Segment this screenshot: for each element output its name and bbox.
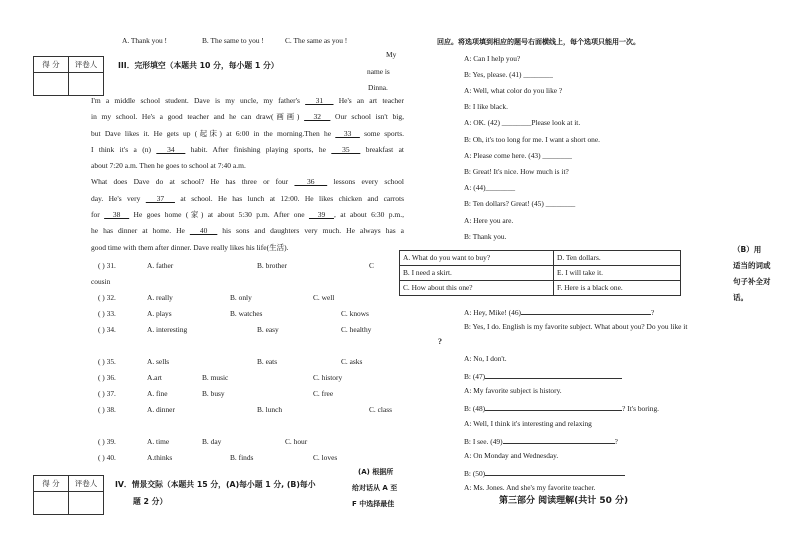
stray-question-mark: ? <box>438 337 442 346</box>
passage-line: but Dave likes it. He gets up (起床) at 6:00 in the morning.Then he 33 some sports. <box>91 128 405 138</box>
right-header: 回应。将选项填到相应的题号右面横线上，每个选项只能用一次。 <box>437 38 640 46</box>
dialog-a-line: A: Here you are. <box>464 216 514 225</box>
passage-line: he has dinner at home. He 40 his sons and daughters very much. He always has a <box>91 226 405 236</box>
question-34-a: A. interesting <box>147 325 188 334</box>
question-40-c: C. loves <box>313 453 338 462</box>
dialog-a-line: B: I like black. <box>464 102 508 111</box>
question-37-a: A. fine <box>147 389 168 398</box>
question-31-num[interactable]: ( ) 31. <box>98 261 116 270</box>
side-b-1: （B）用 <box>733 245 762 254</box>
score-cell[interactable] <box>34 492 69 515</box>
score-box-4 <box>33 475 104 515</box>
section4-side-a-3: F 中选择最佳 <box>352 500 395 508</box>
answer-blank-46[interactable] <box>521 307 651 315</box>
grader-cell[interactable] <box>69 73 104 96</box>
dialog-b-50-text: B: (50) <box>464 469 486 478</box>
cloze-blank[interactable]: 39 <box>308 210 334 220</box>
answer-blank-50[interactable] <box>485 468 625 476</box>
grader-cell[interactable] <box>69 492 104 515</box>
side-b-4: 话。 <box>733 293 748 302</box>
question-39-c: C. hour <box>285 437 308 446</box>
passage-line: about 7:20 a.m. Then he goes to school at 7:40 a.m. <box>91 161 246 171</box>
part3-title: 第三部分 阅读理解(共计 50 分) <box>499 496 629 506</box>
dialog-b-line: A: Well, I think it's interesting and relaxing <box>464 419 592 428</box>
question-31-b: B. brother <box>257 261 287 270</box>
cloze-blank[interactable]: 35 <box>331 144 361 154</box>
cloze-blank[interactable]: 34 <box>156 144 186 154</box>
dialog-a-line: B: Yes, please. (41) ________ <box>464 70 553 79</box>
passage-line: good time with them after dinner. Dave really likes his life(生活). <box>91 242 289 252</box>
dialog-b-48-text: B: (48) <box>464 404 486 413</box>
question-37-num[interactable]: ( ) 37. <box>98 389 116 398</box>
question-38-b: B. lunch <box>257 405 283 414</box>
cloze-blank[interactable]: 40 <box>189 226 218 236</box>
question-40-num[interactable]: ( ) 40. <box>98 453 116 462</box>
dialog-b-47 <box>464 371 622 380</box>
cloze-blank[interactable]: 36 <box>294 177 328 187</box>
choice-c: C. How about this one? <box>400 281 554 296</box>
dialog-b-line: A: Ms. Jones. And she's my favorite teacher. <box>464 483 596 492</box>
top-option-b: B. The same to you ! <box>202 36 264 45</box>
cloze-blank[interactable]: 32 <box>304 112 331 122</box>
answer-blank-49[interactable] <box>503 436 615 444</box>
dialog-b-49 <box>464 436 618 445</box>
question-33-b: B. watches <box>230 309 263 318</box>
dialog-a-line: A: (44)________ <box>464 183 516 192</box>
question-32-b: B. only <box>230 293 252 302</box>
question-35-a: A. sells <box>147 357 170 366</box>
dialog-b-line: A: My favorite subject is history. <box>464 386 562 395</box>
dialog-b-48 <box>464 403 659 412</box>
section4-side-a-1: (A) 根据所 <box>358 468 394 476</box>
grader-label: 评卷人 <box>69 476 104 492</box>
question-34-num[interactable]: ( ) 34. <box>98 325 116 334</box>
cloze-blank[interactable]: 33 <box>335 128 360 138</box>
question-35-b: B. eats <box>257 357 278 366</box>
side-my-2: name is <box>367 67 390 76</box>
side-my-1: My <box>386 50 397 59</box>
dialog-a-line: A: Can I help you? <box>464 54 521 63</box>
dialog-b-46 <box>464 307 654 316</box>
dialog-a-line: B: Oh, it's too long for me. I want a short one. <box>464 135 600 144</box>
question-36-c: C. history <box>313 373 343 382</box>
question-36-b: B. music <box>202 373 229 382</box>
cloze-blank[interactable]: 38 <box>104 210 130 220</box>
question-32-c: C. well <box>313 293 335 302</box>
choice-f: F. Here is a black one. <box>554 281 681 296</box>
question-39-num[interactable]: ( ) 39. <box>98 437 116 446</box>
question-31-c-cont: cousin <box>91 277 111 286</box>
question-39-b: B. day <box>202 437 222 446</box>
question-40-a: A.thinks <box>147 453 173 462</box>
question-34-b: B. easy <box>257 325 279 334</box>
question-32-num[interactable]: ( ) 32. <box>98 293 116 302</box>
dialog-b-48-suffix: ? It's boring. <box>622 404 659 413</box>
question-39-a: A. time <box>147 437 170 446</box>
dialog-a-line: B: Ten dollars? Great! (45) ________ <box>464 199 576 208</box>
cloze-blank[interactable]: 37 <box>145 193 175 203</box>
dialog-b-46-text: A: Hey, Mike! (46) <box>464 308 521 317</box>
question-38-num[interactable]: ( ) 38. <box>98 405 116 414</box>
dialog-b-50 <box>464 468 625 477</box>
side-b-2: 适当的词或 <box>733 261 771 270</box>
choice-d: D. Ten dollars. <box>554 251 681 266</box>
choice-table <box>399 250 681 296</box>
question-33-a: A. plays <box>147 309 172 318</box>
question-34-c: C. healthy <box>341 325 372 334</box>
dialog-b-46-suffix: ? <box>651 308 655 317</box>
top-option-a: A. Thank you ! <box>122 36 168 45</box>
question-37-b: B. busy <box>202 389 225 398</box>
section3-title: III．完形填空（本题共 10 分，每小题 1 分） <box>118 61 279 70</box>
passage-line: for 38 He goes home (家) at about 5:30 p.m. After one 39 , at about 6:30 p.m., <box>91 210 405 220</box>
section4-side-a-2: 给对话从 A 至 <box>352 484 398 492</box>
dialog-a-line: A: OK. (42) ________Please look at it. <box>464 118 581 127</box>
question-35-num[interactable]: ( ) 35. <box>98 357 116 366</box>
question-31-a: A. father <box>147 261 174 270</box>
question-31-c: C <box>369 261 374 270</box>
score-box-3 <box>33 56 104 96</box>
dialog-a-line: A: Well, what color do you like ? <box>464 86 563 95</box>
question-38-a: A. dinner <box>147 405 175 414</box>
top-option-c: C. The same as you ! <box>285 36 348 45</box>
choice-b: B. I need a skirt. <box>400 266 554 281</box>
score-label: 得 分 <box>34 57 69 73</box>
question-37-c: C. free <box>313 389 334 398</box>
answer-blank-47[interactable] <box>485 371 622 379</box>
section4-title-2: 题 2 分） <box>133 497 168 506</box>
dialog-b-line: A: On Monday and Wednesday. <box>464 451 559 460</box>
question-38-c: C. class <box>369 405 392 414</box>
question-36-num[interactable]: ( ) 36. <box>98 373 116 382</box>
choice-a: A. What do you want to buy? <box>400 251 554 266</box>
section4-title-1: IV．情景交际（本题共 15 分，(A)每小题 1 分, (B)每小 <box>115 480 316 489</box>
dialog-a-line: B: Great! It's nice. How much is it? <box>464 167 569 176</box>
passage-line: in my school. He's a good teacher and he can draw(画画) 32 Our school isn't big, <box>91 112 405 122</box>
dialog-a-line: A: Please come here. (43) ________ <box>464 151 572 160</box>
question-35-c: C. asks <box>341 357 363 366</box>
question-33-num[interactable]: ( ) 33. <box>98 309 116 318</box>
question-40-b: B. finds <box>230 453 254 462</box>
choice-e: E. I will take it. <box>554 266 681 281</box>
passage-line: day. He's very 37 at school. He has lunch at 12:00. He likes chicken and carrots <box>91 193 404 203</box>
dialog-b-49-text: B: I see. (49) <box>464 437 503 446</box>
dialog-b-line: B: Yes, I do. English is my favorite subject. What about you? Do you like it <box>464 322 688 331</box>
passage-line: What does Dave do at school? He has three or four 36 lessons every school <box>91 177 404 187</box>
passage-line: I think it's a (n) 34 habit. After finishing playing sports, he 35 breakfast at <box>91 144 404 154</box>
question-33-c: C. knows <box>341 309 369 318</box>
side-my-3: Dinna. <box>368 83 388 92</box>
passage-line: I'm a middle school student. Dave is my uncle, my father's 31 He's an art teacher <box>91 96 404 105</box>
dialog-b-47-text: B: (47) <box>464 372 486 381</box>
dialog-b-49-suffix: ? <box>614 437 618 446</box>
answer-blank-48[interactable] <box>485 403 622 411</box>
dialog-b-line: A: No, I don't. <box>464 354 507 363</box>
question-36-a: A.art <box>147 373 162 382</box>
dialog-a-line: B: Thank you. <box>464 232 507 241</box>
cloze-passage <box>91 97 404 260</box>
side-b-3: 句子补全对 <box>733 277 771 286</box>
grader-label: 评卷人 <box>69 57 104 73</box>
cloze-blank[interactable]: 31 <box>305 96 334 105</box>
score-cell[interactable] <box>34 73 69 96</box>
question-32-a: A. really <box>147 293 173 302</box>
score-label: 得 分 <box>34 476 69 492</box>
